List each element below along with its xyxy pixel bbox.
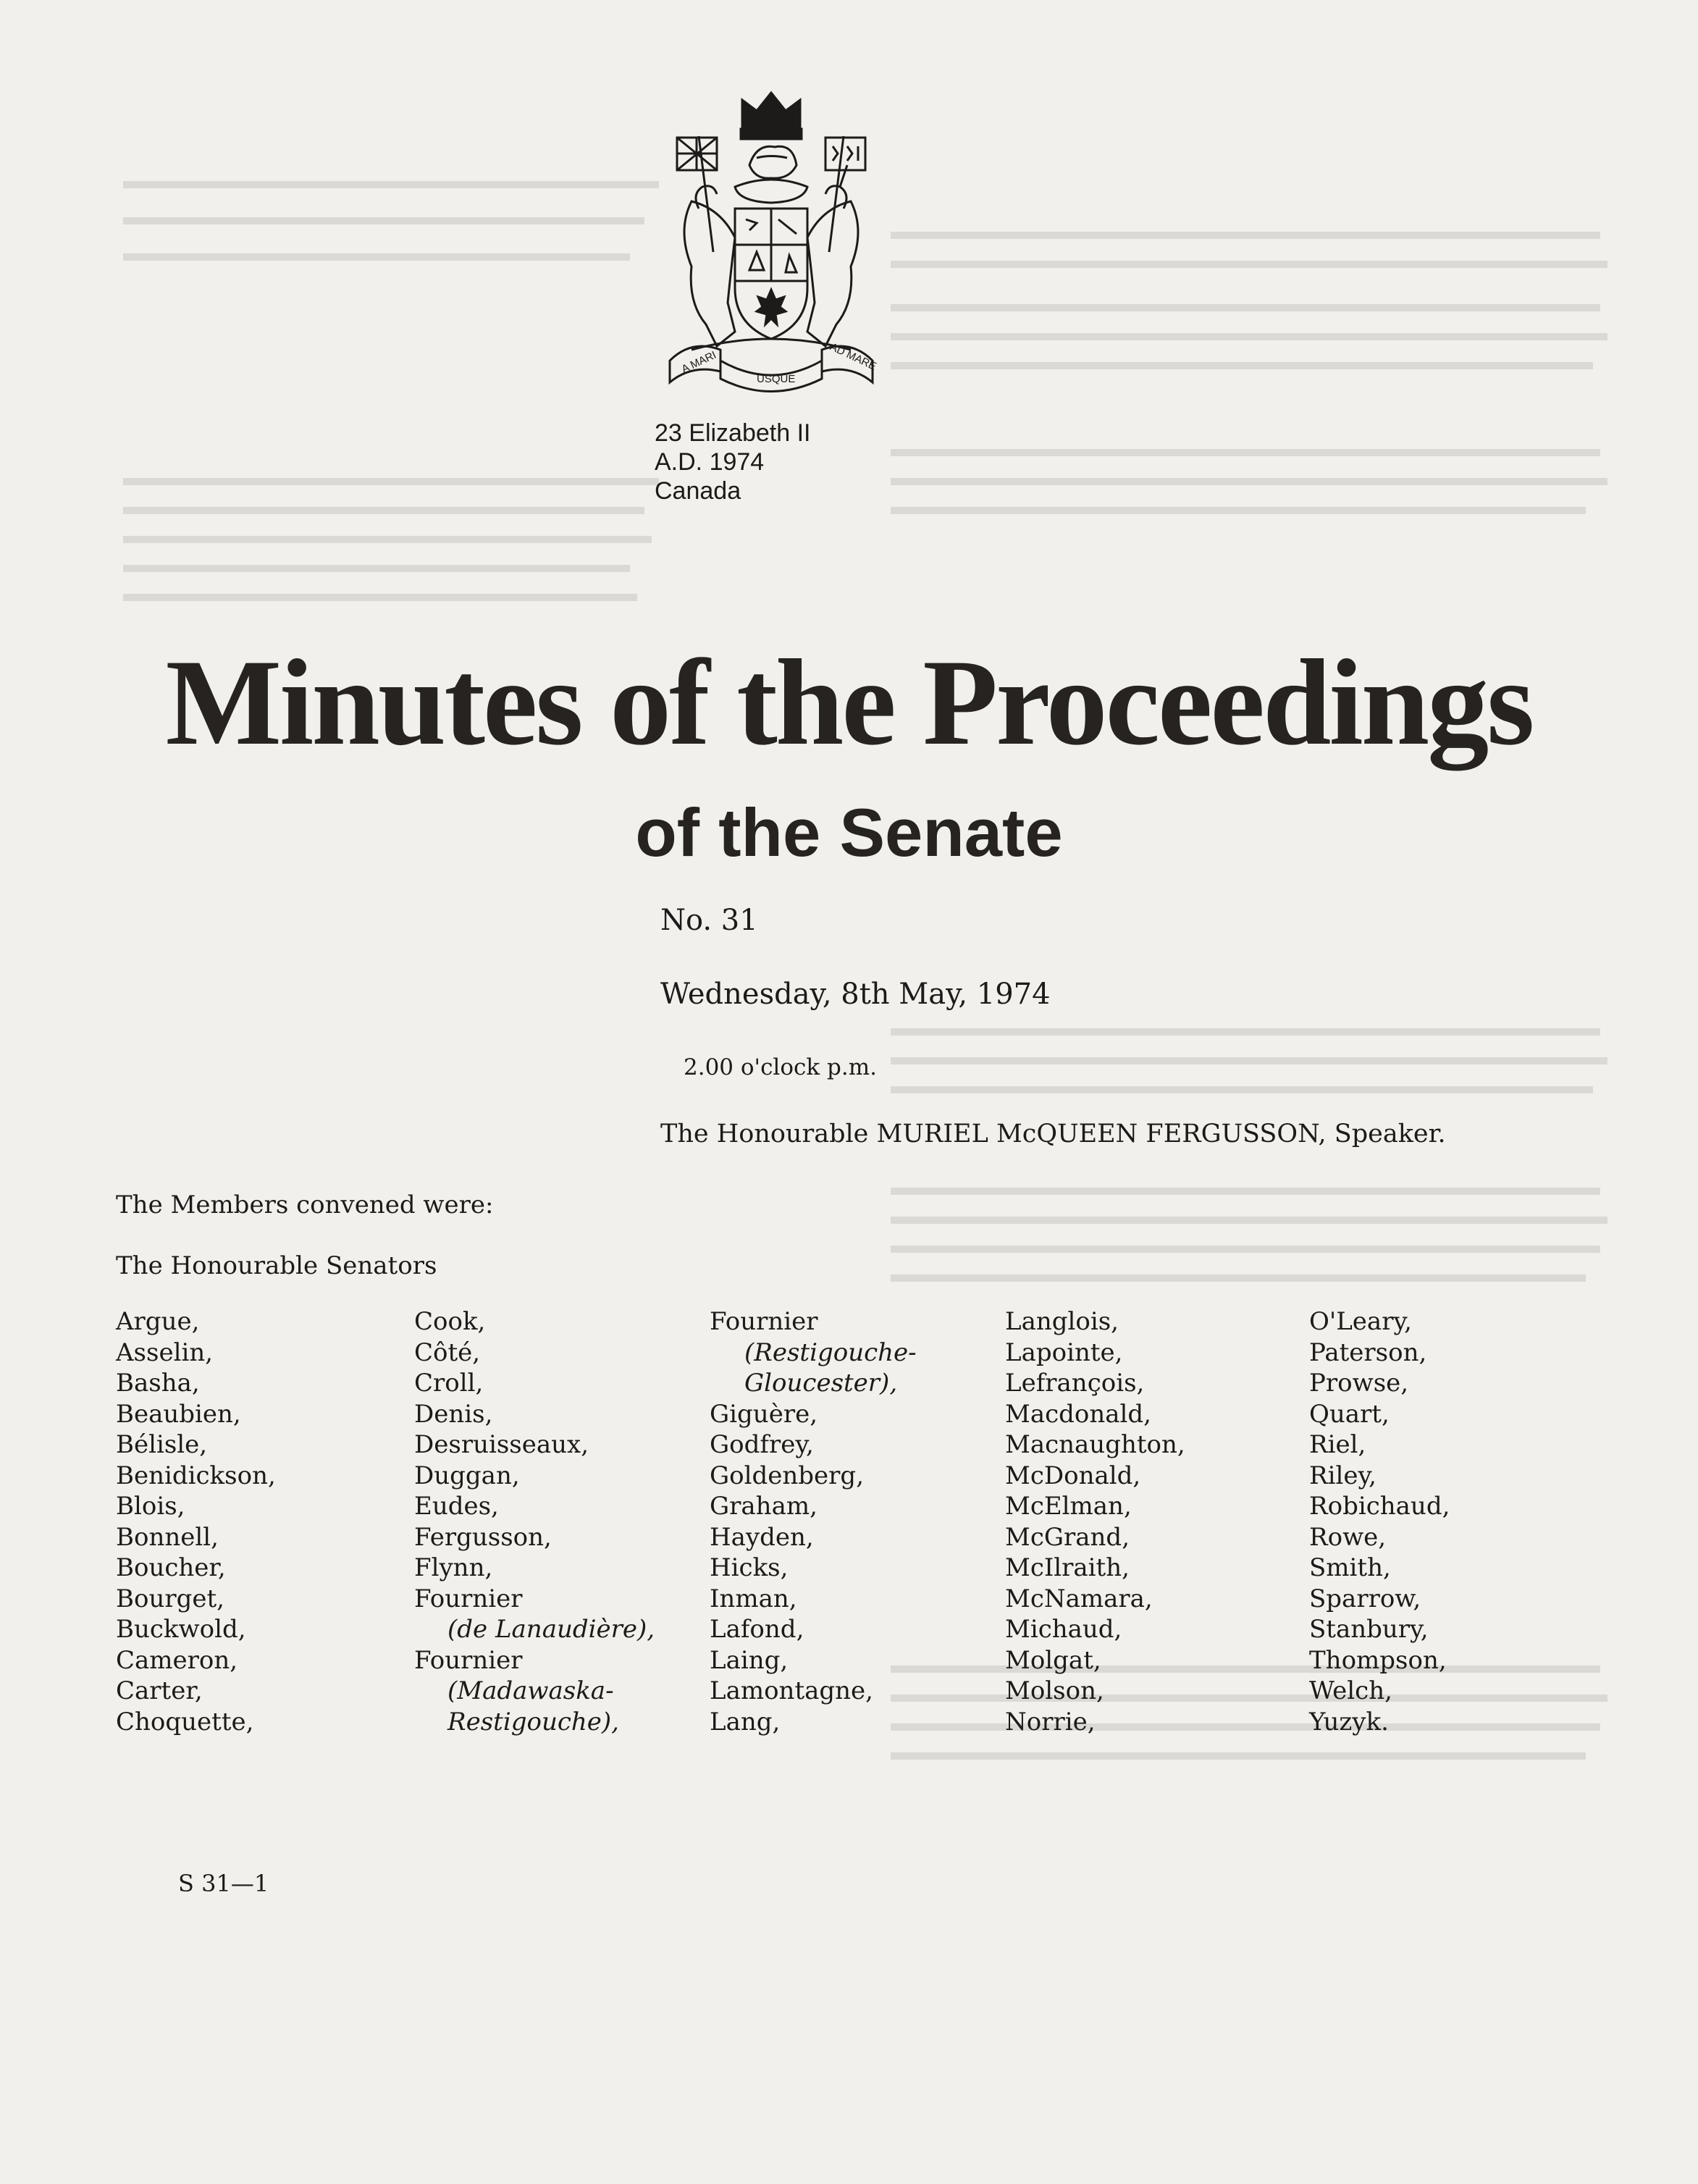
senator-name: Quart,	[1309, 1399, 1390, 1429]
regnal-year: 23 Elizabeth II	[655, 419, 811, 447]
senator-name: Lafond,	[710, 1615, 804, 1644]
senator-name: Flynn,	[414, 1553, 493, 1582]
senator-name: Carter,	[116, 1676, 203, 1705]
senator-name: Fournier	[414, 1645, 523, 1675]
senator-name: Eudes,	[414, 1492, 499, 1521]
senator-name: Argue,	[116, 1307, 200, 1336]
page-code: S 31—1	[178, 1870, 269, 1897]
senator-name: Denis,	[414, 1399, 493, 1429]
senator-name: Bonnell,	[116, 1522, 219, 1552]
senator-name: Welch,	[1309, 1676, 1392, 1705]
senator-district: Gloucester),	[744, 1369, 898, 1398]
senator-name: Michaud,	[1005, 1615, 1122, 1644]
senator-name: Robichaud,	[1309, 1492, 1450, 1521]
senator-name: McIlraith,	[1005, 1553, 1130, 1582]
senator-name: Giguère,	[710, 1399, 818, 1429]
ad-year: A.D. 1974	[655, 448, 765, 476]
senators-column-2	[414, 1306, 655, 1737]
senator-name: Rowe,	[1309, 1522, 1387, 1552]
senator-name: Langlois,	[1005, 1307, 1119, 1336]
senator-name: Goldenberg,	[710, 1461, 864, 1490]
senator-name: McNamara,	[1005, 1584, 1153, 1613]
senators-column-4	[1005, 1306, 1185, 1737]
senator-name: Cameron,	[116, 1645, 238, 1675]
senator-name: Côté,	[414, 1337, 481, 1367]
senator-name: Paterson,	[1309, 1337, 1427, 1367]
senator-name: Molson,	[1005, 1676, 1104, 1705]
senator-district: Restigouche),	[447, 1707, 619, 1736]
senator-name: Boucher,	[116, 1553, 226, 1582]
senator-name: Croll,	[414, 1369, 484, 1398]
senator-name: Benidickson,	[116, 1461, 276, 1490]
senator-name: O'Leary,	[1309, 1307, 1412, 1336]
regnal-block	[655, 419, 810, 505]
senator-name: Riley,	[1309, 1461, 1377, 1490]
senators-heading: The Honourable Senators	[116, 1251, 437, 1280]
senator-name: Norrie,	[1005, 1707, 1096, 1736]
senator-name: McElman,	[1005, 1492, 1132, 1521]
senator-name: Bélisle,	[116, 1430, 208, 1459]
senator-name: Yuzyk.	[1309, 1707, 1389, 1736]
senator-name: Asselin,	[116, 1337, 214, 1367]
senator-name: Choquette,	[116, 1707, 254, 1736]
senator-name: Cook,	[414, 1307, 486, 1336]
senator-name: Lamontagne,	[710, 1676, 873, 1705]
senator-name: Riel,	[1309, 1430, 1366, 1459]
senator-name: Macnaughton,	[1005, 1430, 1185, 1459]
senators-column-3	[710, 1306, 917, 1737]
senator-name: Hayden,	[710, 1522, 814, 1552]
senator-name: Inman,	[710, 1584, 797, 1613]
document-subtitle: of the Senate	[635, 794, 1063, 870]
senator-name: McGrand,	[1005, 1522, 1130, 1552]
senator-name: Blois,	[116, 1492, 185, 1521]
speaker-line: The Honourable MURIEL McQUEEN FERGUSSON, Speaker.	[660, 1120, 1446, 1148]
senator-name: Beaubien,	[116, 1399, 241, 1429]
senator-name: Laing,	[710, 1645, 789, 1675]
senator-name: Sparrow,	[1309, 1584, 1421, 1613]
senator-district: (de Lanaudière),	[447, 1615, 655, 1644]
sitting-time: 2.00 o'clock p.m.	[684, 1054, 877, 1080]
coat-of-arms-emblem	[648, 85, 894, 404]
senator-district: (Madawaska-	[447, 1676, 614, 1705]
senators-column-1	[116, 1306, 276, 1737]
senator-name: Godfrey,	[710, 1430, 814, 1459]
sitting-date: Wednesday, 8th May, 1974	[660, 978, 1051, 1011]
motto-left: A MARI	[679, 348, 718, 376]
country-label: Canada	[655, 477, 741, 505]
senator-name: Fergusson,	[414, 1522, 552, 1552]
senator-name: Prowse,	[1309, 1369, 1409, 1398]
senator-district: (Restigouche-	[744, 1337, 917, 1367]
senator-name: Molgat,	[1005, 1645, 1101, 1675]
senator-name: Lapointe,	[1005, 1337, 1123, 1367]
senator-name: Thompson,	[1309, 1645, 1447, 1675]
senator-name: Lefrançois,	[1005, 1369, 1145, 1398]
senator-name: Lang,	[710, 1707, 781, 1736]
senator-name: Smith,	[1309, 1553, 1391, 1582]
issue-number: No. 31	[660, 904, 758, 937]
senator-name: Hicks,	[710, 1553, 789, 1582]
members-intro: The Members convened were:	[116, 1190, 494, 1219]
senator-name: Macdonald,	[1005, 1399, 1151, 1429]
senator-name: Desruisseaux,	[414, 1430, 589, 1459]
senator-name: Stanbury,	[1309, 1615, 1429, 1644]
senator-name: Bourget,	[116, 1584, 224, 1613]
senator-name: Buckwold,	[116, 1615, 246, 1644]
senator-name: Basha,	[116, 1369, 200, 1398]
motto-right: AD MARE	[828, 340, 878, 373]
senator-name: Fournier	[710, 1307, 818, 1336]
senators-column-5	[1309, 1306, 1450, 1737]
senator-name: McDonald,	[1005, 1461, 1141, 1490]
senator-name: Fournier	[414, 1584, 523, 1613]
senator-name: Duggan,	[414, 1461, 520, 1490]
document-title: Minutes of the Proceedings	[165, 634, 1533, 770]
senator-name: Graham,	[710, 1492, 818, 1521]
motto-bottom: USQUE	[757, 373, 796, 385]
